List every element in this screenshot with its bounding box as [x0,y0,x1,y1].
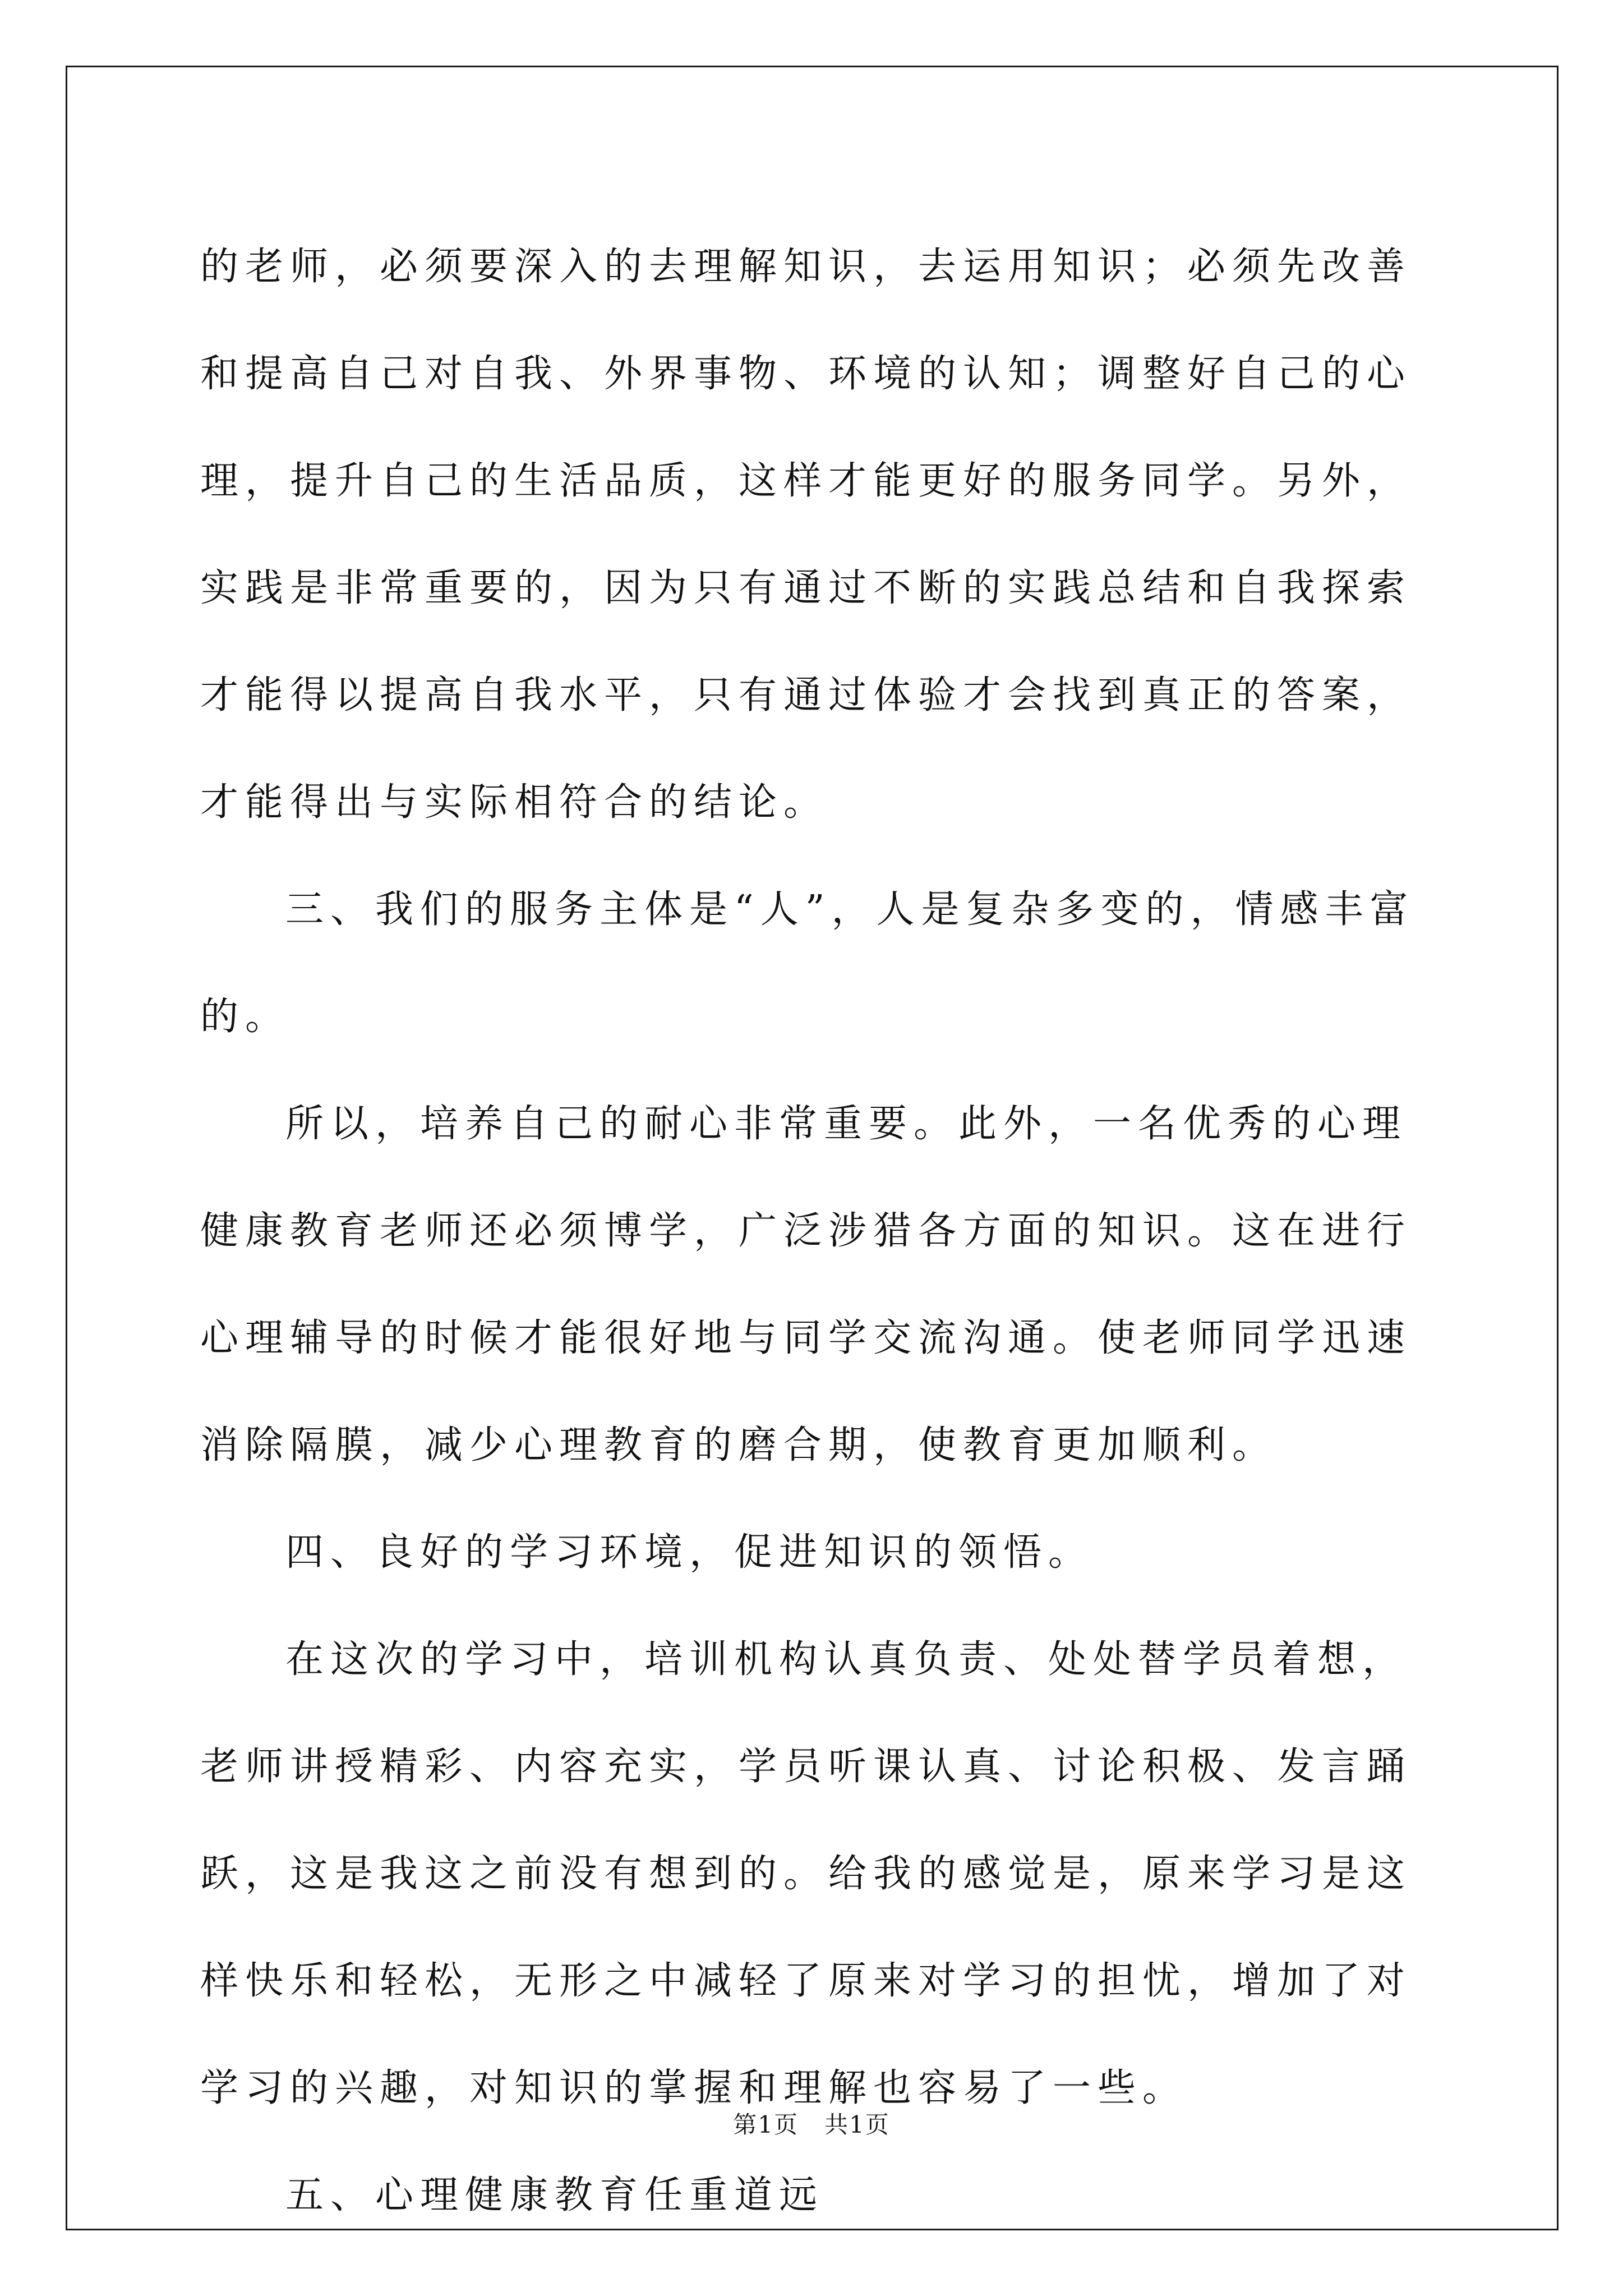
page-number: 第1页 [733,2111,799,2138]
paragraph-5: 在这次的学习中，培训机构认真负责、处处替学员着想，老师讲授精彩、内容充实，学员听课认真、讨论积极、发言踊跃，这是我这之前没有想到的。给我的感觉是，原来学习是这样快乐和轻松，无形之中减轻了原来对学习的担忧，增加了对学习的兴趣，对知识的掌握和理解也容易了一些。 [200,1637,1412,2110]
paragraph-6: 五、心理健康教育任重道远 [285,2173,824,2217]
page-footer [0,2106,1623,2140]
paragraph-1: 的老师，必须要深入的去理解知识，去运用知识；必须先改善和提高自己对自我、外界事物、环境的认知；调整好自己的心理，提升自己的生活品质，这样才能更好的服务同学。另外，实践是非常重要的，因为只有通过不断的实践总结和自我探索才能得以提高自我水平，只有通过体验才会找到真正的答案，才能得出与实际相符合的结论。 [200,245,1412,825]
page-total: 共1页 [824,2111,890,2138]
paragraph-4: 四、良好的学习环境，促进知识的领悟。 [285,1530,1094,1575]
paragraph-2: 三、我们的服务主体是“人”，人是复杂多变的，情感丰富的。 [200,887,1415,1039]
document-body [200,213,1428,2249]
paragraph-3: 所以，培养自己的耐心非常重要。此外，一名优秀的心理健康教育老师还必须博学，广泛涉猎各方面的知识。这在进行心理辅导的时候才能很好地与同学交流沟通。使老师同学迅速消除隔膜，减少心理教育的磨合期，使教育更加顺利。 [200,1102,1412,1467]
